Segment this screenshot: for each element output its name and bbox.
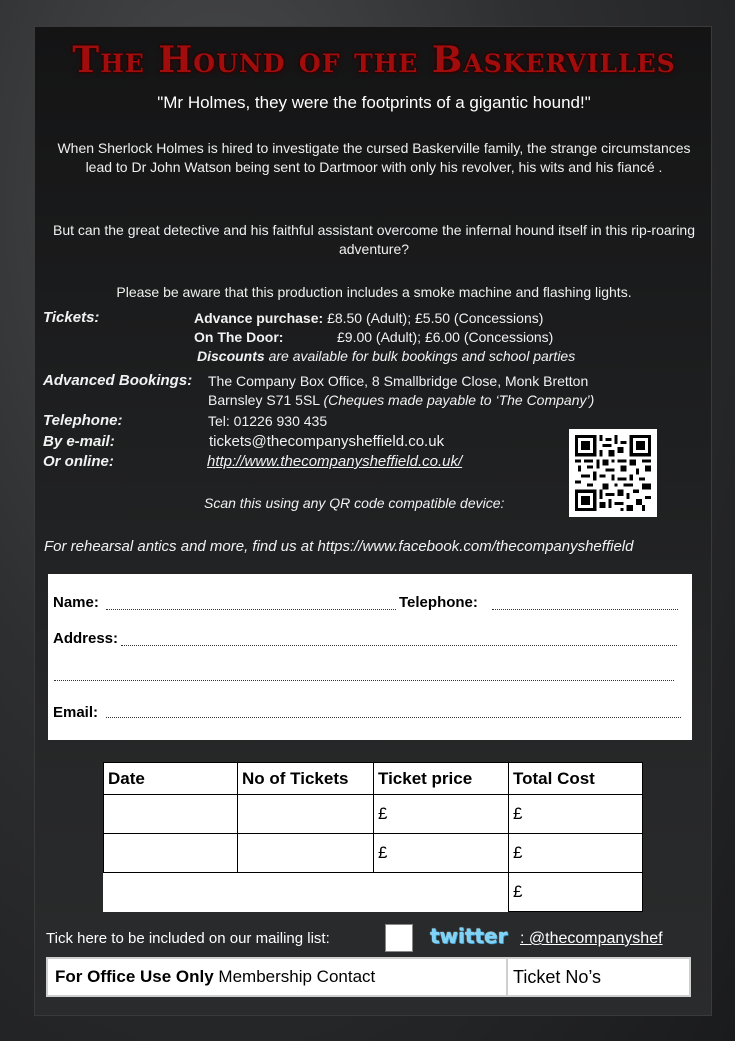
twitter-handle-prefix: : <box>520 930 529 947</box>
tickets-cell[interactable] <box>238 795 374 834</box>
twitter-logo-icon: twitter <box>430 924 508 948</box>
discounts-bold: Discounts <box>197 348 265 364</box>
email-label-text: Email <box>53 704 94 721</box>
price-cell[interactable]: £ <box>374 834 509 873</box>
discounts-text: are available for bulk bookings and school parties <box>264 348 576 364</box>
booking-form <box>48 574 692 740</box>
office-use-box <box>46 957 691 997</box>
bookings-address-plain: Barnsley S71 5SL <box>208 392 324 408</box>
qr-caption: Scan this using any QR code compatible device: <box>204 495 505 511</box>
qr-code-icon <box>569 429 657 517</box>
discounts-line <box>197 347 575 366</box>
online-label: Or online: <box>43 453 114 470</box>
website-link[interactable]: http://www.thecompanysheffield.co.uk/ <box>207 453 463 470</box>
header-total-cost: Total Cost <box>509 763 643 795</box>
email-contact-value[interactable]: tickets@thecompanysheffield.co.uk <box>209 433 445 450</box>
telephone-field[interactable] <box>492 609 678 610</box>
office-use-label <box>52 963 505 991</box>
bookings-address-line-1: The Company Box Office, 8 Smallbridge Close, Monk Bretton <box>208 373 589 389</box>
telephone-form-label: Telephone: <box>399 594 478 611</box>
empty-cell <box>238 873 374 912</box>
empty-cell <box>374 873 509 912</box>
table-row <box>104 795 643 834</box>
synopsis-paragraph-1: When Sherlock Holmes is hired to investigate the cursed Baskerville family, the strange circumstances lead to Dr John Watson being sent to Dartmoor with only his revolver, his wits and his fiancé . <box>57 140 691 175</box>
mailing-list-label: Tick here to be included on our mailing list: <box>46 930 330 947</box>
mailing-list-checkbox[interactable] <box>385 924 413 952</box>
door-value: £9.00 (Adult); £6.00 (Concessions) <box>337 329 554 345</box>
cheque-note: (Cheques made payable to ‘The Company’) <box>323 392 595 408</box>
bookings-address-line-2 <box>208 391 594 410</box>
address-field-line-1[interactable] <box>121 645 677 646</box>
header-no-of-tickets: No of Tickets <box>238 763 374 795</box>
address-label-text: Address <box>53 630 114 647</box>
telephone-form-label-text: Telephone <box>399 594 473 611</box>
ticket-numbers-label: Ticket No’s <box>506 959 689 995</box>
total-cell[interactable]: £ <box>509 795 643 834</box>
advance-price-line <box>194 309 543 328</box>
name-label-text: Name <box>53 594 94 611</box>
twitter-handle[interactable] <box>520 930 663 948</box>
price-cell[interactable]: £ <box>374 795 509 834</box>
date-cell[interactable] <box>104 795 238 834</box>
door-price-line <box>194 328 553 347</box>
warning-text: Please be aware that this production includes a smoke machine and flashing lights. <box>116 284 632 300</box>
email-label: Email: <box>53 704 99 721</box>
name-field[interactable] <box>106 609 396 610</box>
address-field-line-2[interactable] <box>54 680 674 681</box>
address-label: Address: <box>53 630 119 647</box>
email-contact-label: By e-mail: <box>43 433 115 450</box>
telephone-value: Tel: 01226 930 435 <box>208 413 328 429</box>
email-field[interactable] <box>106 717 681 718</box>
synopsis-paragraph-2: But can the great detective and his faithful assistant overcome the infernal hound itself in this rip-roaring adventure? <box>52 222 696 257</box>
date-cell[interactable] <box>104 834 238 873</box>
tagline-quote: "Mr Holmes, they were the footprints of a gigantic hound!" <box>157 93 591 112</box>
page-title: The Hound of the Baskervilles <box>72 39 676 81</box>
bookings-label: Advanced Bookings: <box>43 372 193 389</box>
advance-label: Advance purchase: <box>194 310 324 326</box>
tickets-label: Tickets: <box>43 309 100 326</box>
office-use-bold: For Office Use Only <box>55 967 214 986</box>
advance-value: £8.50 (Adult); £5.50 (Concessions) <box>327 310 544 326</box>
twitter-handle-text: @thecompanyshef <box>528 930 663 947</box>
empty-cell <box>104 873 238 912</box>
table-row-grand-total <box>104 873 643 912</box>
grand-total-cell[interactable]: £ <box>509 873 643 912</box>
header-date: Date <box>104 763 238 795</box>
door-label: On The Door: <box>194 329 284 345</box>
membership-contact-label: Membership Contact <box>213 967 376 986</box>
telephone-label: Telephone: <box>43 412 123 429</box>
name-label: Name: <box>53 594 99 611</box>
table-header-row <box>104 763 643 795</box>
table-row <box>104 834 643 873</box>
header-ticket-price: Ticket price <box>374 763 509 795</box>
facebook-line[interactable]: For rehearsal antics and more, find us at https://www.facebook.com/thecompanysheffield <box>44 538 634 555</box>
order-table <box>103 762 643 912</box>
tickets-cell[interactable] <box>238 834 374 873</box>
total-cell[interactable]: £ <box>509 834 643 873</box>
